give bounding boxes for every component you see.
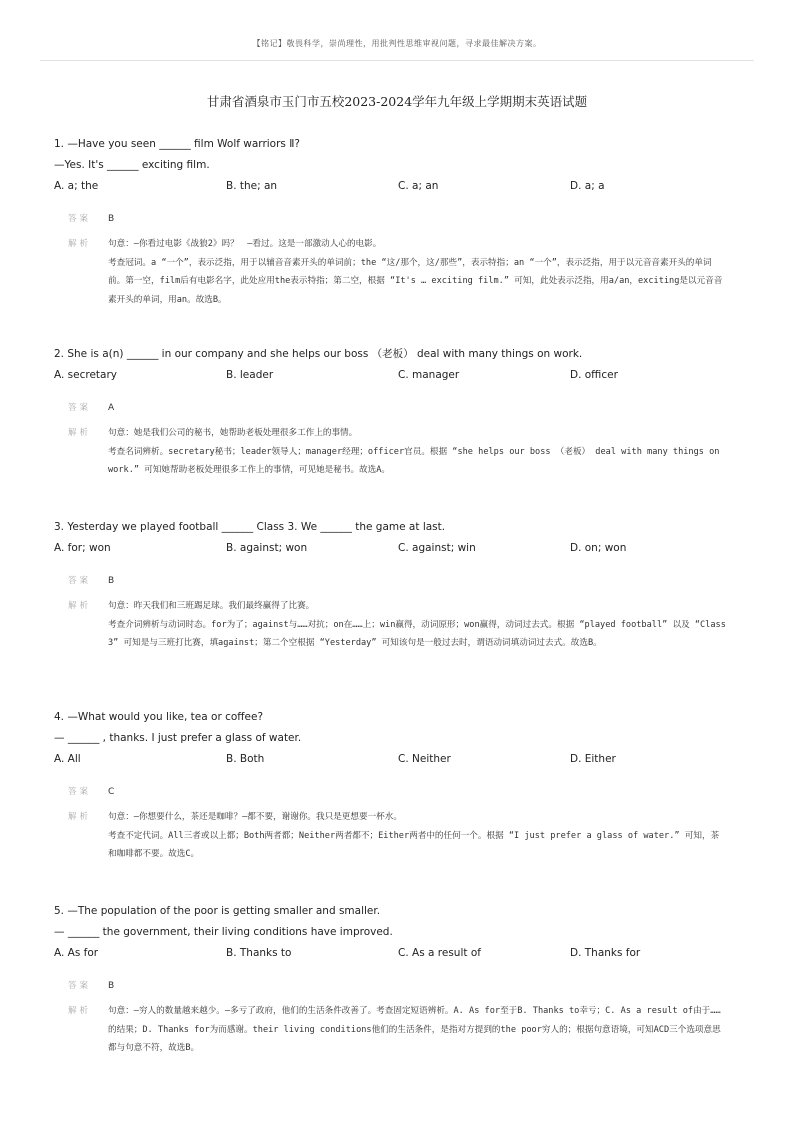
question-4 (54, 707, 754, 864)
answer-row (54, 978, 754, 994)
explanation-line: 考查不定代词。All三者或以上都；Both两者都；Neither两者都不；Either两者中的任何一个。根据 “I just prefer a glass of water.” 可知，茶和咖啡都不要。故选C。 (108, 830, 720, 859)
explanation-row (54, 808, 754, 864)
question-5 (54, 901, 754, 1058)
explanation-label: 解析 (68, 239, 92, 249)
answer-label: 答案 (68, 576, 92, 586)
explanation-label: 解析 (68, 601, 92, 611)
question-stem-line: — ______ the government, their living conditions have improved. (54, 926, 393, 938)
explanation-line: 考查冠词。a “一个”，表示泛指，用于以辅音音素开头的单词前；the “这/那个，这/那些”，表示特指；an “一个”，表示泛指，用于以元音音素开头的单词前。第一空，film后有电影名字，此处应用the表示特指；第二空，根据 “It's … exciting film.” 可知，此处表示泛指，用a/an，exciting是以元音音素开头的单词，用an。故选B。 (108, 257, 723, 305)
question-stem-line: 1. —Have you seen ______ film Wolf warriors Ⅱ? (54, 138, 300, 150)
explanation-text (108, 1002, 726, 1058)
option-c: C. against; win (398, 542, 476, 554)
answer-value: B (108, 214, 115, 224)
option-b: B. the; an (226, 180, 278, 192)
answer-label: 答案 (68, 981, 92, 991)
option-b: B. leader (226, 369, 274, 381)
option-c: C. manager (398, 369, 460, 381)
answer-options (54, 538, 754, 559)
question-stem-line: — ______ , thanks. I just prefer a glass of water. (54, 732, 302, 744)
answer-options (54, 365, 754, 386)
option-b: B. Both (226, 753, 265, 765)
option-c: C. a; an (398, 180, 439, 192)
question-stem-line: —Yes. It's ______ exciting film. (54, 159, 210, 171)
answer-value: B (108, 981, 115, 991)
explanation-label: 解析 (68, 428, 92, 438)
answer-options (54, 749, 754, 770)
answer-label: 答案 (68, 403, 92, 413)
explanation-row (54, 597, 754, 653)
answer-row (54, 784, 754, 800)
answer-row (54, 400, 754, 416)
question-2 (54, 344, 754, 480)
explanation-line: 句意：昨天我们和三班踢足球。我们最终赢得了比赛。 (108, 601, 315, 611)
option-c: C. As a result of (398, 947, 481, 959)
question-1 (54, 134, 754, 309)
option-a: A. All (54, 753, 81, 765)
option-a: A. for; won (54, 542, 111, 554)
answer-value: A (108, 403, 115, 413)
question-3 (54, 517, 754, 653)
explanation-line: 考查介词辨析与动词时态。for为了；against与……对抗；on在……上；win赢得，动词原形；won赢得，动词过去式。根据 “played football” 以及 “Class 3” 可知是与三班打比赛，填against；第二个空根据 “Yesterday” 可知该句是一般过去时，谓语动词填动词过去式。故选B。 (108, 619, 726, 648)
explanation-row (54, 235, 754, 309)
explanation-text (108, 424, 726, 480)
explanation-row (54, 1002, 754, 1058)
explanation-row (54, 424, 754, 480)
page-header-motto: 【铭记】敬畏科学，崇尚理性，用批判性思维审视问题，寻求最佳解决方案。 (252, 39, 542, 48)
option-b: B. against; won (226, 542, 308, 554)
option-b: B. Thanks to (226, 947, 292, 959)
option-d: D. on; won (570, 542, 627, 554)
header-divider (40, 60, 754, 61)
answer-label: 答案 (68, 214, 92, 224)
question-stem-line: 4. —What would you like, tea or coffee? (54, 711, 264, 723)
question-stem-line: 5. —The population of the poor is getting smaller and smaller. (54, 905, 381, 917)
answer-label: 答案 (68, 787, 92, 797)
explanation-line: 句意：她是我们公司的秘书，她帮助老板处理很多工作上的事情。 (108, 428, 358, 438)
explanation-label: 解析 (68, 1006, 92, 1016)
explanation-line: 考查名词辨析。secretary秘书；leader领导人；manager经理；officer官员。根据 “she helps our boss （老板） deal with many things on work.” 可知她帮助老板处理很多工作上的事情，可见她是秘书。故选A。 (108, 446, 720, 475)
explanation-line: 句意：—你想要什么，茶还是咖啡？—都不要，谢谢你。我只是更想要一杯水。 (108, 812, 402, 822)
answer-options (54, 176, 754, 197)
page-title: 甘肃省酒泉市玉门市五校2023-2024学年九年级上学期期末英语试题 (206, 94, 588, 109)
explanation-text (108, 235, 726, 309)
option-a: A. a; the (54, 180, 99, 192)
answer-row (54, 573, 754, 589)
option-d: D. Either (570, 753, 616, 765)
explanation-text (108, 597, 726, 653)
explanation-label: 解析 (68, 812, 92, 822)
answer-value: C (108, 787, 115, 797)
answer-row (54, 211, 754, 227)
answer-options (54, 943, 754, 964)
answer-value: B (108, 576, 115, 586)
option-a: A. secretary (54, 369, 118, 381)
question-stem-line: 3. Yesterday we played football ______ Class 3. We ______ the game at last. (54, 521, 446, 533)
explanation-line: 句意：—穷人的数量越来越少。—多亏了政府，他们的生活条件改善了。考查固定短语辨析。A. As for至于B. Thanks to幸亏；C. As a result of由于……的结果；D. Thanks for为而感谢。their living conditions他们的生活条件，是指对方提到的the poor穷人的；根据句意语境，可知ACD三个选项意思都与句意不符，故选B。 (108, 1006, 721, 1053)
option-d: D. Thanks for (570, 947, 641, 959)
option-a: A. As for (54, 947, 99, 959)
option-d: D. officer (570, 369, 618, 381)
explanation-line: 句意：—你看过电影《战狼2》吗？ —看过。这是一部激动人心的电影。 (108, 239, 382, 249)
option-c: C. Neither (398, 753, 451, 765)
question-stem-line: 2. She is a(n) ______ in our company and she helps our boss （老板） deal with many things on work. (54, 348, 583, 360)
option-d: D. a; a (570, 180, 605, 192)
explanation-text (108, 808, 726, 864)
